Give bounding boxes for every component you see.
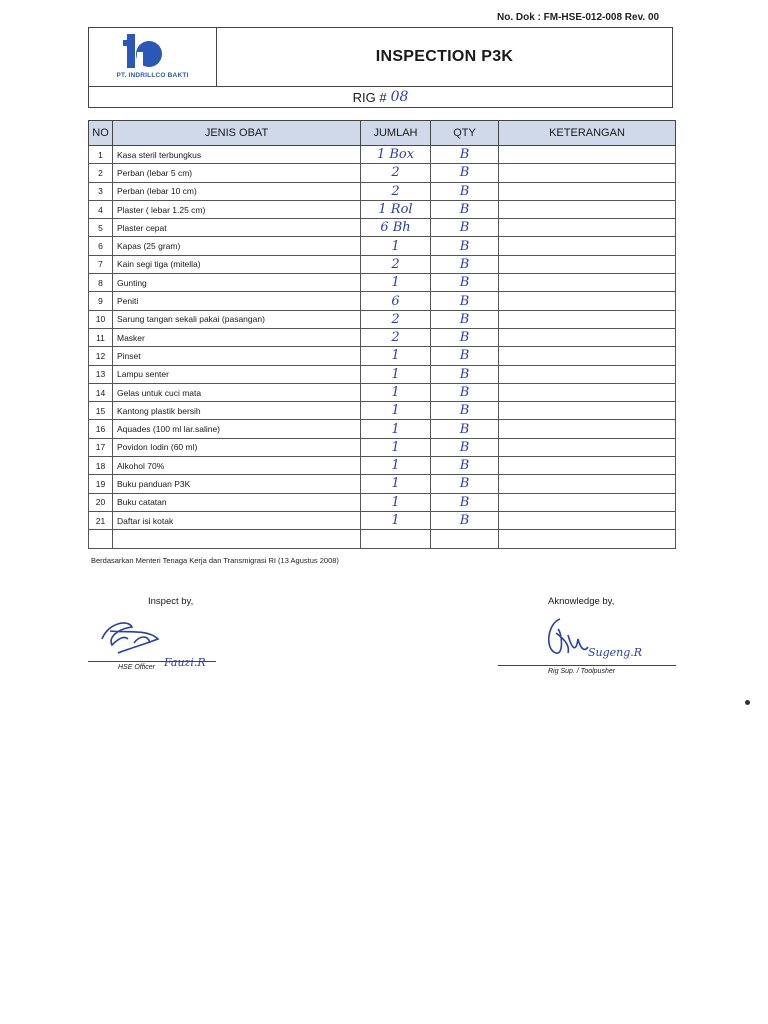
cell-keterangan <box>499 347 676 365</box>
cell-no: 17 <box>89 438 113 456</box>
cell-qty: B <box>431 475 499 493</box>
document-number: No. Dok : FM-HSE-012-008 Rev. 00 <box>497 12 660 23</box>
table-row <box>89 200 676 218</box>
cell-keterangan <box>499 457 676 475</box>
cell-keterangan <box>499 420 676 438</box>
cell-jenis-obat: Daftar isi kotak <box>113 511 361 529</box>
approver-signature-block <box>498 596 676 675</box>
column-header-jumlah: JUMLAH <box>361 121 431 146</box>
cell-no <box>89 530 113 548</box>
cell-no: 6 <box>89 237 113 255</box>
inspect-by-label: Inspect by, <box>148 596 194 607</box>
table-row <box>89 237 676 255</box>
cell-keterangan <box>499 219 676 237</box>
cell-qty: B <box>431 164 499 182</box>
cell-no: 18 <box>89 457 113 475</box>
cell-no: 5 <box>89 219 113 237</box>
cell-keterangan <box>499 274 676 292</box>
document-header <box>88 27 673 87</box>
cell-qty: B <box>431 347 499 365</box>
cell-qty: B <box>431 402 499 420</box>
cell-jumlah: 1 <box>361 383 431 401</box>
cell-no: 8 <box>89 274 113 292</box>
approver-signature-line <box>498 665 676 666</box>
cell-qty: B <box>431 146 499 164</box>
table-row <box>89 511 676 529</box>
cell-jumlah: 1 Rol <box>361 200 431 218</box>
table-row <box>89 530 676 548</box>
acknowledge-by-label: Aknowledge by, <box>548 596 615 607</box>
cell-keterangan <box>499 511 676 529</box>
cell-no: 12 <box>89 347 113 365</box>
cell-jenis-obat <box>113 530 361 548</box>
cell-qty: B <box>431 365 499 383</box>
cell-jumlah: 1 <box>361 475 431 493</box>
table-row <box>89 274 676 292</box>
cell-jumlah: 1 <box>361 420 431 438</box>
cell-jenis-obat: Buku panduan P3K <box>113 475 361 493</box>
company-logo <box>89 28 217 86</box>
cell-jenis-obat: Gelas untuk cuci mata <box>113 383 361 401</box>
cell-no: 13 <box>89 365 113 383</box>
table-row <box>89 402 676 420</box>
cell-jenis-obat: Kapas (25 gram) <box>113 237 361 255</box>
cell-qty: B <box>431 383 499 401</box>
cell-jumlah: 2 <box>361 164 431 182</box>
approver-signature-icon <box>498 609 676 665</box>
cell-jumlah: 2 <box>361 310 431 328</box>
column-header-jenis-obat: JENIS OBAT <box>113 121 361 146</box>
cell-jumlah: 2 <box>361 255 431 273</box>
cell-jenis-obat: Plaster cepat <box>113 219 361 237</box>
cell-keterangan <box>499 493 676 511</box>
cell-keterangan <box>499 255 676 273</box>
cell-jenis-obat: Masker <box>113 328 361 346</box>
cell-jumlah: 1 <box>361 365 431 383</box>
cell-no: 20 <box>89 493 113 511</box>
cell-jenis-obat: Kain segi tiga (mitella) <box>113 255 361 273</box>
cell-jumlah <box>361 530 431 548</box>
cell-no: 2 <box>89 164 113 182</box>
cell-no: 10 <box>89 310 113 328</box>
cell-keterangan <box>499 310 676 328</box>
cell-jenis-obat: Perban (lebar 5 cm) <box>113 164 361 182</box>
cell-keterangan <box>499 402 676 420</box>
cell-qty <box>431 530 499 548</box>
cell-no: 21 <box>89 511 113 529</box>
cell-jumlah: 1 <box>361 511 431 529</box>
cell-qty: B <box>431 493 499 511</box>
cell-jenis-obat: Lampu senter <box>113 365 361 383</box>
cell-no: 15 <box>89 402 113 420</box>
table-row <box>89 328 676 346</box>
cell-jumlah: 6 Bh <box>361 219 431 237</box>
cell-jenis-obat: Perban (lebar 10 cm) <box>113 182 361 200</box>
cell-no: 1 <box>89 146 113 164</box>
cell-qty: B <box>431 511 499 529</box>
rig-field <box>88 87 673 108</box>
cell-no: 14 <box>89 383 113 401</box>
cell-jenis-obat: Povidon Iodin (60 ml) <box>113 438 361 456</box>
cell-jumlah: 1 Box <box>361 146 431 164</box>
cell-jumlah: 1 <box>361 237 431 255</box>
table-row <box>89 493 676 511</box>
cell-jumlah: 1 <box>361 438 431 456</box>
cell-qty: B <box>431 420 499 438</box>
inspector-role: HSE Officer <box>118 664 155 671</box>
cell-qty: B <box>431 200 499 218</box>
cell-qty: B <box>431 219 499 237</box>
column-header-qty: QTY <box>431 121 499 146</box>
table-row <box>89 310 676 328</box>
cell-no: 9 <box>89 292 113 310</box>
cell-keterangan <box>499 365 676 383</box>
cell-no: 16 <box>89 420 113 438</box>
cell-jenis-obat: Kasa steril terbungkus <box>113 146 361 164</box>
cell-jenis-obat: Aquades (100 ml lar.saline) <box>113 420 361 438</box>
cell-jenis-obat: Alkohol 70% <box>113 457 361 475</box>
table-row <box>89 219 676 237</box>
cell-no: 19 <box>89 475 113 493</box>
page-title: INSPECTION P3K <box>375 48 514 65</box>
table-header-row <box>89 121 676 146</box>
table-row <box>89 347 676 365</box>
cell-qty: B <box>431 457 499 475</box>
cell-keterangan <box>499 475 676 493</box>
table-row <box>89 255 676 273</box>
cell-jumlah: 6 <box>361 292 431 310</box>
cell-qty: B <box>431 274 499 292</box>
cell-jumlah: 2 <box>361 182 431 200</box>
approver-role: Rig Sup. / Toolpusher <box>548 668 616 675</box>
company-logo-icon <box>123 32 183 70</box>
cell-keterangan <box>499 146 676 164</box>
scan-speck <box>745 700 750 705</box>
cell-jenis-obat: Pinset <box>113 347 361 365</box>
cell-keterangan <box>499 164 676 182</box>
cell-no: 11 <box>89 328 113 346</box>
cell-qty: B <box>431 182 499 200</box>
table-row <box>89 420 676 438</box>
table-row <box>89 164 676 182</box>
cell-no: 3 <box>89 182 113 200</box>
approver-name: Sugeng.R <box>588 646 643 659</box>
company-name: PT. INDRILLCO BAKTI <box>116 72 189 79</box>
table-row <box>89 146 676 164</box>
cell-jenis-obat: Peniti <box>113 292 361 310</box>
table-row <box>89 457 676 475</box>
cell-jenis-obat: Gunting <box>113 274 361 292</box>
cell-no: 7 <box>89 255 113 273</box>
legal-note: Berdasarkan Menteri Tenaga Kerja dan Transmigrasi RI (13 Agustus 2008) <box>91 556 339 565</box>
table-row <box>89 438 676 456</box>
cell-no: 4 <box>89 200 113 218</box>
cell-keterangan <box>499 237 676 255</box>
cell-qty: B <box>431 237 499 255</box>
cell-keterangan <box>499 530 676 548</box>
inspector-name: Fauzi.R <box>164 656 206 669</box>
cell-jenis-obat: Buku catatan <box>113 493 361 511</box>
cell-keterangan <box>499 292 676 310</box>
cell-keterangan <box>499 383 676 401</box>
cell-qty: B <box>431 255 499 273</box>
rig-number: 08 <box>390 89 409 105</box>
cell-qty: B <box>431 328 499 346</box>
table-row <box>89 182 676 200</box>
rig-label: RIG # <box>352 89 387 105</box>
cell-jenis-obat: Plaster ( lebar 1.25 cm) <box>113 200 361 218</box>
column-header-keterangan: KETERANGAN <box>499 121 676 146</box>
column-header-no: NO <box>89 121 113 146</box>
cell-jumlah: 2 <box>361 328 431 346</box>
cell-jumlah: 1 <box>361 493 431 511</box>
cell-jenis-obat: Sarung tangan sekali pakai (pasangan) <box>113 310 361 328</box>
inspection-table <box>88 120 676 549</box>
table-row <box>89 365 676 383</box>
cell-qty: B <box>431 438 499 456</box>
cell-jumlah: 1 <box>361 274 431 292</box>
cell-keterangan <box>499 438 676 456</box>
cell-jumlah: 1 <box>361 402 431 420</box>
table-row <box>89 292 676 310</box>
cell-keterangan <box>499 182 676 200</box>
cell-jumlah: 1 <box>361 457 431 475</box>
table-row <box>89 475 676 493</box>
table-body <box>89 146 676 549</box>
cell-jenis-obat: Kantong plastik bersih <box>113 402 361 420</box>
cell-qty: B <box>431 292 499 310</box>
cell-keterangan <box>499 200 676 218</box>
inspector-signature-icon <box>88 609 216 661</box>
cell-jumlah: 1 <box>361 347 431 365</box>
table-row <box>89 383 676 401</box>
cell-keterangan <box>499 328 676 346</box>
cell-qty: B <box>431 310 499 328</box>
